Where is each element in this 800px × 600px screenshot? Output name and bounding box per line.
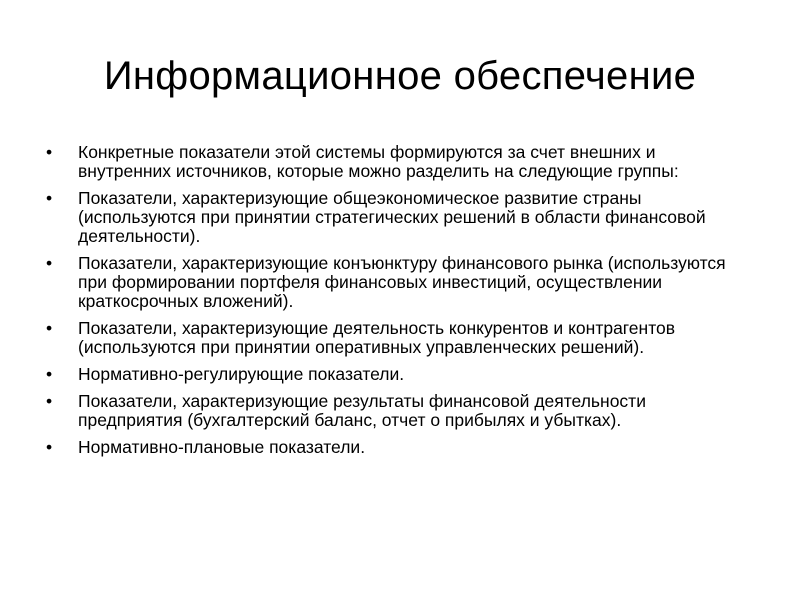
slide-title: Информационное обеспечение: [103, 54, 697, 98]
bullet-icon: •: [46, 188, 53, 208]
list-item: [46, 365, 746, 384]
bullet-icon: •: [46, 253, 53, 273]
bullet-list: [46, 143, 746, 465]
list-item-text: Нормативно-регулирующие показатели.: [78, 364, 405, 384]
list-item: [46, 189, 746, 246]
list-item-text: Конкретные показатели этой системы формируются за счет внешних и внутренних источников, которые можно разделить на следующие группы:: [78, 142, 679, 181]
bullet-icon: •: [46, 318, 53, 338]
list-item: [46, 254, 746, 311]
list-item: [46, 392, 746, 430]
list-item-text: Нормативно-плановые показатели.: [78, 437, 366, 457]
bullet-icon: •: [46, 391, 53, 411]
bullet-icon: •: [46, 437, 53, 457]
list-item-text: Показатели, характеризующие конъюнктуру финансового рынка (используются при формировании портфеля финансовых инвестиций, осуществлении краткосрочных вложений).: [78, 253, 726, 311]
list-item: [46, 438, 746, 457]
bullet-icon: •: [46, 142, 53, 162]
bullet-icon: •: [46, 364, 53, 384]
list-item-text: Показатели, характеризующие деятельность конкурентов и контрагентов (используются при принятии оперативных управленческих решений).: [78, 318, 676, 357]
list-item-text: Показатели, характеризующие общеэкономическое развитие страны (используются при принятии стратегических решений в области финансовой деятельности).: [78, 188, 706, 246]
list-item: [46, 143, 746, 181]
list-item: [46, 319, 746, 357]
list-item-text: Показатели, характеризующие результаты финансовой деятельности предприятия (бухгалтерский баланс, отчет о прибылях и убытках).: [78, 391, 646, 430]
